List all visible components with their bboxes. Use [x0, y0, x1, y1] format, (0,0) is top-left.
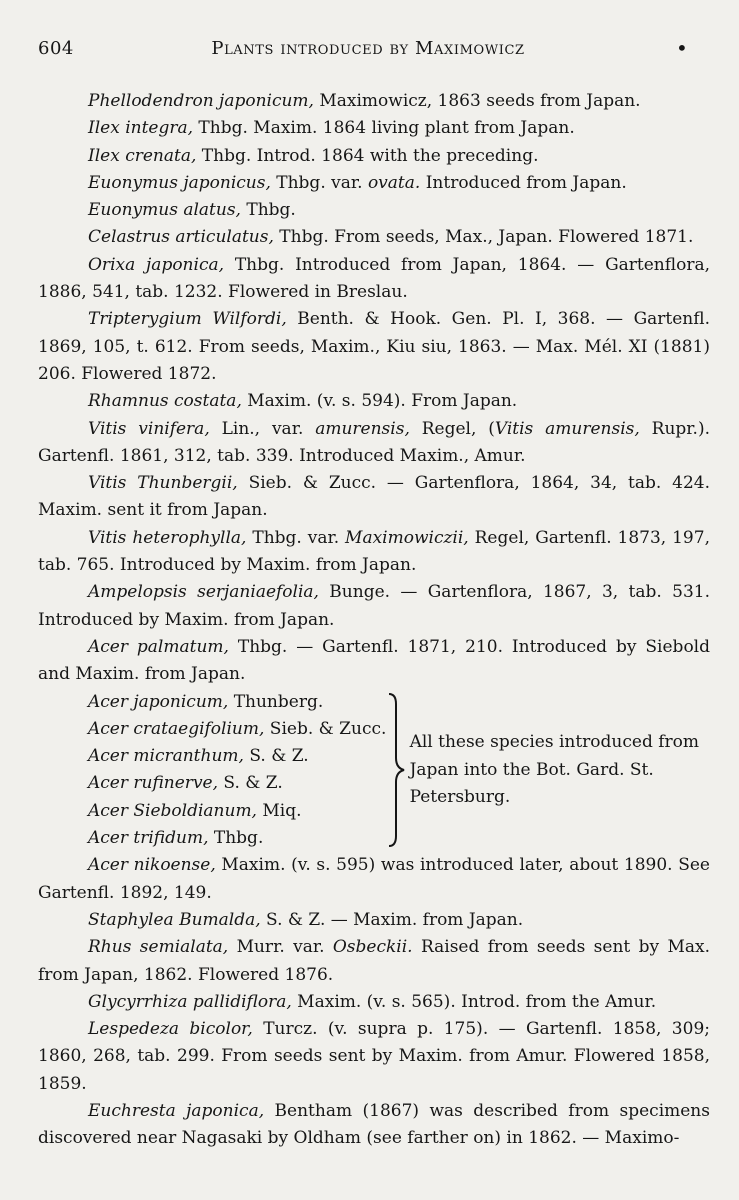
acer-species-item [88, 689, 386, 716]
species-name: Osbeckii. [332, 937, 413, 958]
entry-paragraph [38, 197, 710, 224]
acer-group-note: All these species introduced from Japan into the Bot. Gard. St. Petersburg. [409, 732, 700, 808]
species-name: Lespedeza bicolor, [88, 1019, 253, 1040]
entry-paragraph [38, 470, 710, 525]
curly-brace-icon [386, 692, 397, 848]
species-name: Phellodendron japonicum, [88, 91, 314, 111]
entry-text: Lin., var. [209, 418, 316, 439]
entry-paragraph [38, 1016, 710, 1098]
species-name: Acer micranthum, [88, 746, 244, 767]
species-author: Thunberg. [228, 691, 324, 712]
running-title: Plants introduced by Maximowicz [211, 38, 525, 59]
entry-paragraph [38, 1098, 710, 1153]
acer-species-group [38, 689, 710, 853]
entry-text: Thbg. var. [246, 527, 346, 548]
entry-text: Turcz. (v. supra p. 175). — Gartenfl. 1858, 309; 1860, 268, tab. 299. From seeds sent by Maxim. from Amur. Flowered 1858, 1859. [38, 1019, 710, 1094]
entry-paragraph [38, 252, 710, 307]
species-author: S. & Z. [243, 746, 309, 767]
entry-text: Thbg. — Gartenfl. 1871, 210. Introduced by Siebold and Maxim. from Japan. [38, 636, 710, 685]
species-name: Acer Sieboldianum, [88, 800, 257, 821]
entry-paragraph [38, 224, 710, 251]
page-body [38, 88, 710, 1153]
species-name: Maximowiczii, [345, 527, 469, 548]
entry-paragraph [38, 907, 710, 934]
entry-paragraph [38, 634, 710, 689]
entry-paragraph [38, 170, 710, 197]
acer-species-item [88, 770, 386, 797]
acer-species-item [88, 743, 386, 770]
species-name: Acer japonicum, [88, 691, 229, 712]
header-mark: • [676, 36, 688, 60]
species-name: Acer crataegifolium, [88, 718, 265, 739]
entry-text: S. & Z. — Maxim. from Japan. [260, 909, 524, 930]
species-name: Euonymus alatus, [88, 200, 241, 221]
entry-text: Maxim. (v. s. 595) was introduced later, about 1890. See Gartenfl. 1892, 149. [38, 855, 710, 903]
entry-text: Benth. & Hook. Gen. Pl. I, 368. — Gartenfl. 1869, 105, t. 612. From seeds, Maxim., Kiu siu, 1863. — Max. Mél. XI (1881) 206. Flowered 1872. [38, 309, 710, 384]
species-name: Orixa japonica, [88, 254, 225, 275]
entry-paragraph [38, 934, 710, 989]
entry-text: Murr. var. [228, 937, 333, 958]
species-name: Tripterygium Wilfordi, [88, 309, 287, 330]
species-name: Ilex crenata, [88, 145, 197, 166]
species-name: Glycyrrhiza pallidiflora, [88, 991, 292, 1012]
entry-text: Raised from seeds sent by Max. from Japan, 1862. Flowered 1876. [38, 937, 710, 985]
species-name: Vitis vinifera, [88, 418, 210, 439]
entry-text: Thbg. Maxim. 1864 living plant from Japan. [193, 118, 575, 139]
species-name: Euonymus japonicus, [88, 172, 271, 193]
entry-paragraph [38, 852, 710, 907]
entry-text: Maxim. (v. s. 594). From Japan. [241, 391, 518, 412]
species-name: Rhus semialata, [88, 937, 229, 958]
species-name: Acer trifidum, [88, 828, 209, 849]
entry-text: Introduced from Japan. [420, 172, 627, 193]
species-name: Euchresta japonica, [88, 1100, 265, 1121]
entry-paragraph [38, 306, 710, 388]
entry-text: Maxim. (v. s. 565). Introd. from the Amur. [291, 991, 657, 1012]
entry-paragraph [38, 388, 710, 415]
entry-text: Maximowicz, 1863 seeds from Japan. [313, 91, 641, 111]
species-author: Miq. [256, 800, 302, 821]
page-number: 604 [38, 38, 74, 59]
species-name: Vitis amurensis, [494, 418, 640, 439]
species-name: Ampelopsis serjaniaefolia, [88, 582, 319, 603]
acer-species-list [38, 689, 386, 853]
entry-paragraph [38, 525, 710, 580]
species-name: Vitis Thunbergii, [88, 473, 238, 494]
species-name: Acer palmatum, [88, 636, 229, 657]
entry-text: Thbg. var. [270, 172, 368, 193]
acer-species-item [88, 716, 386, 743]
entry-paragraph [38, 416, 710, 471]
species-name: ovata. [367, 172, 421, 193]
entry-paragraph [38, 989, 710, 1016]
species-name: Ilex integra, [88, 118, 194, 139]
species-name: Rhamnus costata, [88, 391, 242, 412]
species-author: Sieb. & Zucc. [264, 718, 387, 739]
entry-text: Bunge. — Gartenflora, 1867, 3, tab. 531. Introduced by Maxim. from Japan. [38, 582, 710, 630]
species-author: Thbg. [208, 828, 264, 849]
entry-text: Sieb. & Zucc. — Gartenflora, 1864, 34, tab. 424. Maxim. sent it from Japan. [38, 473, 710, 521]
entries-list [38, 88, 710, 689]
species-name: Staphylea Bumalda, [88, 909, 261, 930]
entry-paragraph [38, 88, 710, 115]
entry-text: Bentham (1867) was described from specimens discovered near Nagasaki by Oldham (see farther on) in 1862. — Maximo- [38, 1100, 710, 1149]
entry-text: Regel, Gartenfl. 1873, 197, tab. 765. Introduced by Maxim. from Japan. [38, 527, 710, 576]
species-author: S. & Z. [218, 773, 283, 794]
entry-text: Thbg. Introduced from Japan, 1864. — Gartenflora, 1886, 541, tab. 1232. Flowered in Breslau. [38, 254, 710, 303]
entry-paragraph [38, 579, 710, 634]
entry-paragraph [38, 143, 710, 170]
species-name: Acer rufinerve, [88, 773, 219, 794]
species-name: Celastrus articulatus, [88, 227, 274, 248]
entry-text: Thbg. [240, 200, 296, 221]
acer-species-item [88, 825, 386, 852]
page-header [38, 38, 698, 62]
species-name: Vitis heterophylla, [88, 527, 247, 548]
entry-text: Thbg. Introd. 1864 with the preceding. [196, 145, 539, 166]
entry-text: Thbg. From seeds, Max., Japan. Flowered 1871. [273, 227, 694, 248]
acer-species-item [88, 798, 386, 825]
entries-list-continued [38, 852, 710, 1152]
species-name: Acer nikoense, [88, 855, 216, 876]
entry-paragraph [38, 115, 710, 142]
entry-text: Rupr.). Gartenfl. 1861, 312, tab. 339. Introduced Maxim., Amur. [38, 418, 710, 466]
entry-text: Regel, ( [409, 418, 495, 439]
species-name: amurensis, [315, 418, 410, 439]
